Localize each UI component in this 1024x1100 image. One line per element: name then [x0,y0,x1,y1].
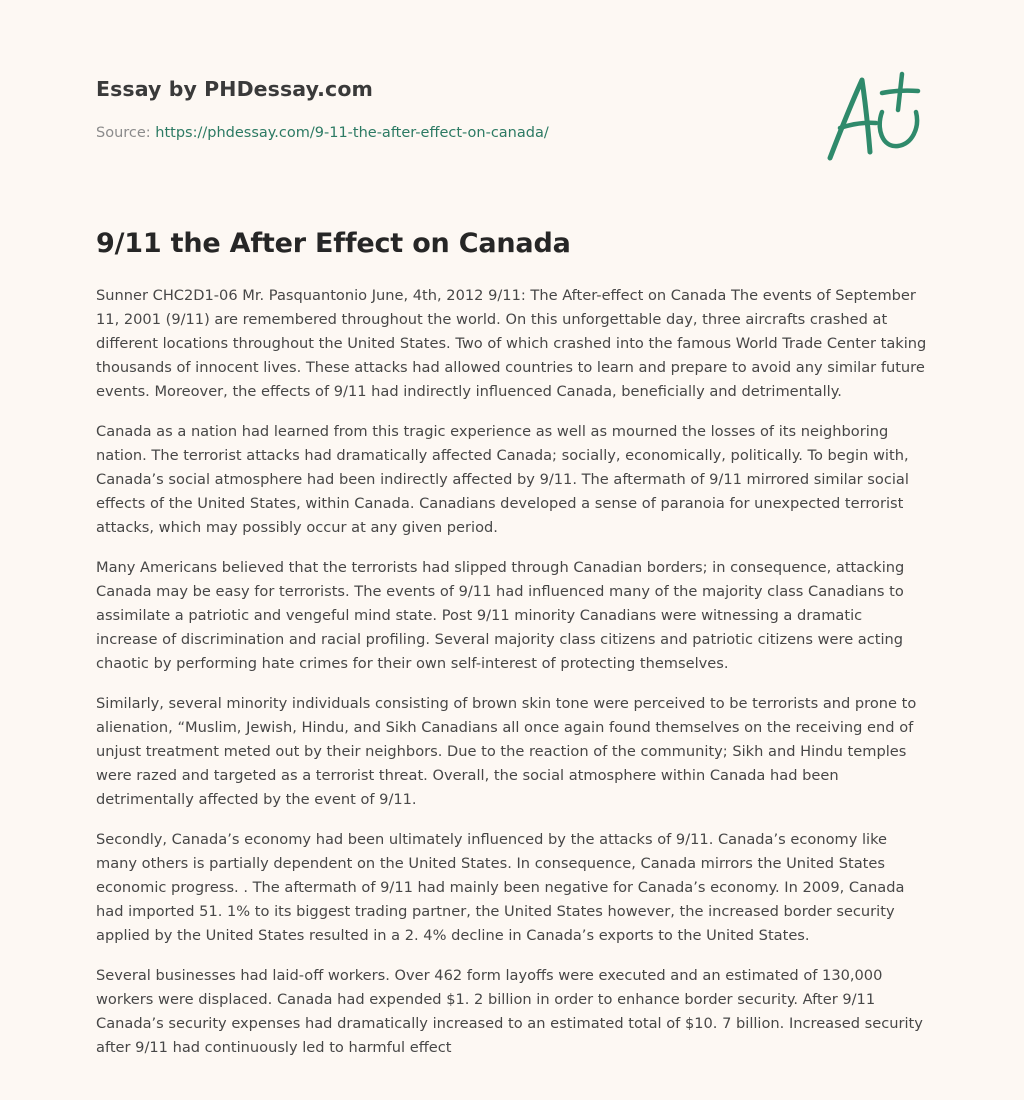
essay-body [96,284,928,1076]
a-plus-grade-icon [818,66,930,166]
essay-paragraph: Many Americans believed that the terrorists had slipped through Canadian borders; in consequence, attacking Canada may be easy for terrorists. The events of 9/11 had influenced many of the majority class Canadians to assimilate a patriotic and vengeful mind state. Post 9/11 minority Canadians were witnessing a dramatic increase of discrimination and racial profiling. Several majority class citizens and patriotic citizens were acting chaotic by performing hate crimes for their own self-interest of protecting themselves. [96,559,905,672]
source-label: Source: [96,125,156,141]
essay-title: 9/11 the After Effect on Canada [96,228,571,259]
essay-paragraph: Sunner CHC2D1-06 Mr. Pasquantonio June, 4th, 2012 9/11: The After-effect on Canada The events of September 11, 2001 (9/11) are remembered throughout the world. On this unforgettable day, three aircrafts crashed at different locations throughout the United States. Two of which crashed into the famous World Trade Center taking thousands of innocent lives. These attacks had allowed countries to learn and prepare to avoid any similar future events. Moreover, the effects of 9/11 had indirectly influenced Canada, beneficially and detrimentally. [96,287,927,400]
essay-paragraph: Secondly, Canada’s economy had been ultimately influenced by the attacks of 9/11. Canada’s economy like many others is partially dependent on the United States. In consequence, Canada mirrors the United States economic progress. . The aftermath of 9/11 had mainly been negative for Canada’s economy. In 2009, Canada had imported 51. 1% to its biggest trading partner, the United States however, the increased border security applied by the United States resulted in a 2. 4% decline in Canada’s exports to the United States. [96,831,905,944]
source-line [96,125,549,141]
source-link[interactable]: https://phdessay.com/9-11-the-after-effect-on-canada/ [155,125,549,141]
essay-paragraph: Several businesses had laid-off workers. Over 462 form layoffs were executed and an estimated of 130,000 workers were displaced. Canada had expended $1. 2 billion in order to enhance border security. After 9/11 Canada’s security expenses had dramatically increased to an estimated total of $10. 7 billion. Increased security after 9/11 had continuously led to harmful effect [96,967,923,1056]
site-brand: Essay by PHDessay.com [96,77,373,101]
essay-paragraph: Canada as a nation had learned from this tragic experience as well as mourned the losses of its neighboring nation. The terrorist attacks had dramatically affected Canada; socially, economically, politically. To begin with, Canada’s social atmosphere had been indirectly affected by 9/11. The aftermath of 9/11 mirrored similar social effects of the United States, within Canada. Canadians developed a sense of paranoia for unexpected terrorist attacks, which may possibly occur at any given period. [96,423,909,536]
essay-paragraph: Similarly, several minority individuals consisting of brown skin tone were perceived to be terrorists and prone to alienation, “Muslim, Jewish, Hindu, and Sikh Canadians all once again found themselves on the receiving end of unjust treatment meted out by their neighbors. Due to the reaction of the community; Sikh and Hindu temples were razed and targeted as a terrorist threat. Overall, the social atmosphere within Canada had been detrimentally affected by the event of 9/11. [96,695,917,808]
